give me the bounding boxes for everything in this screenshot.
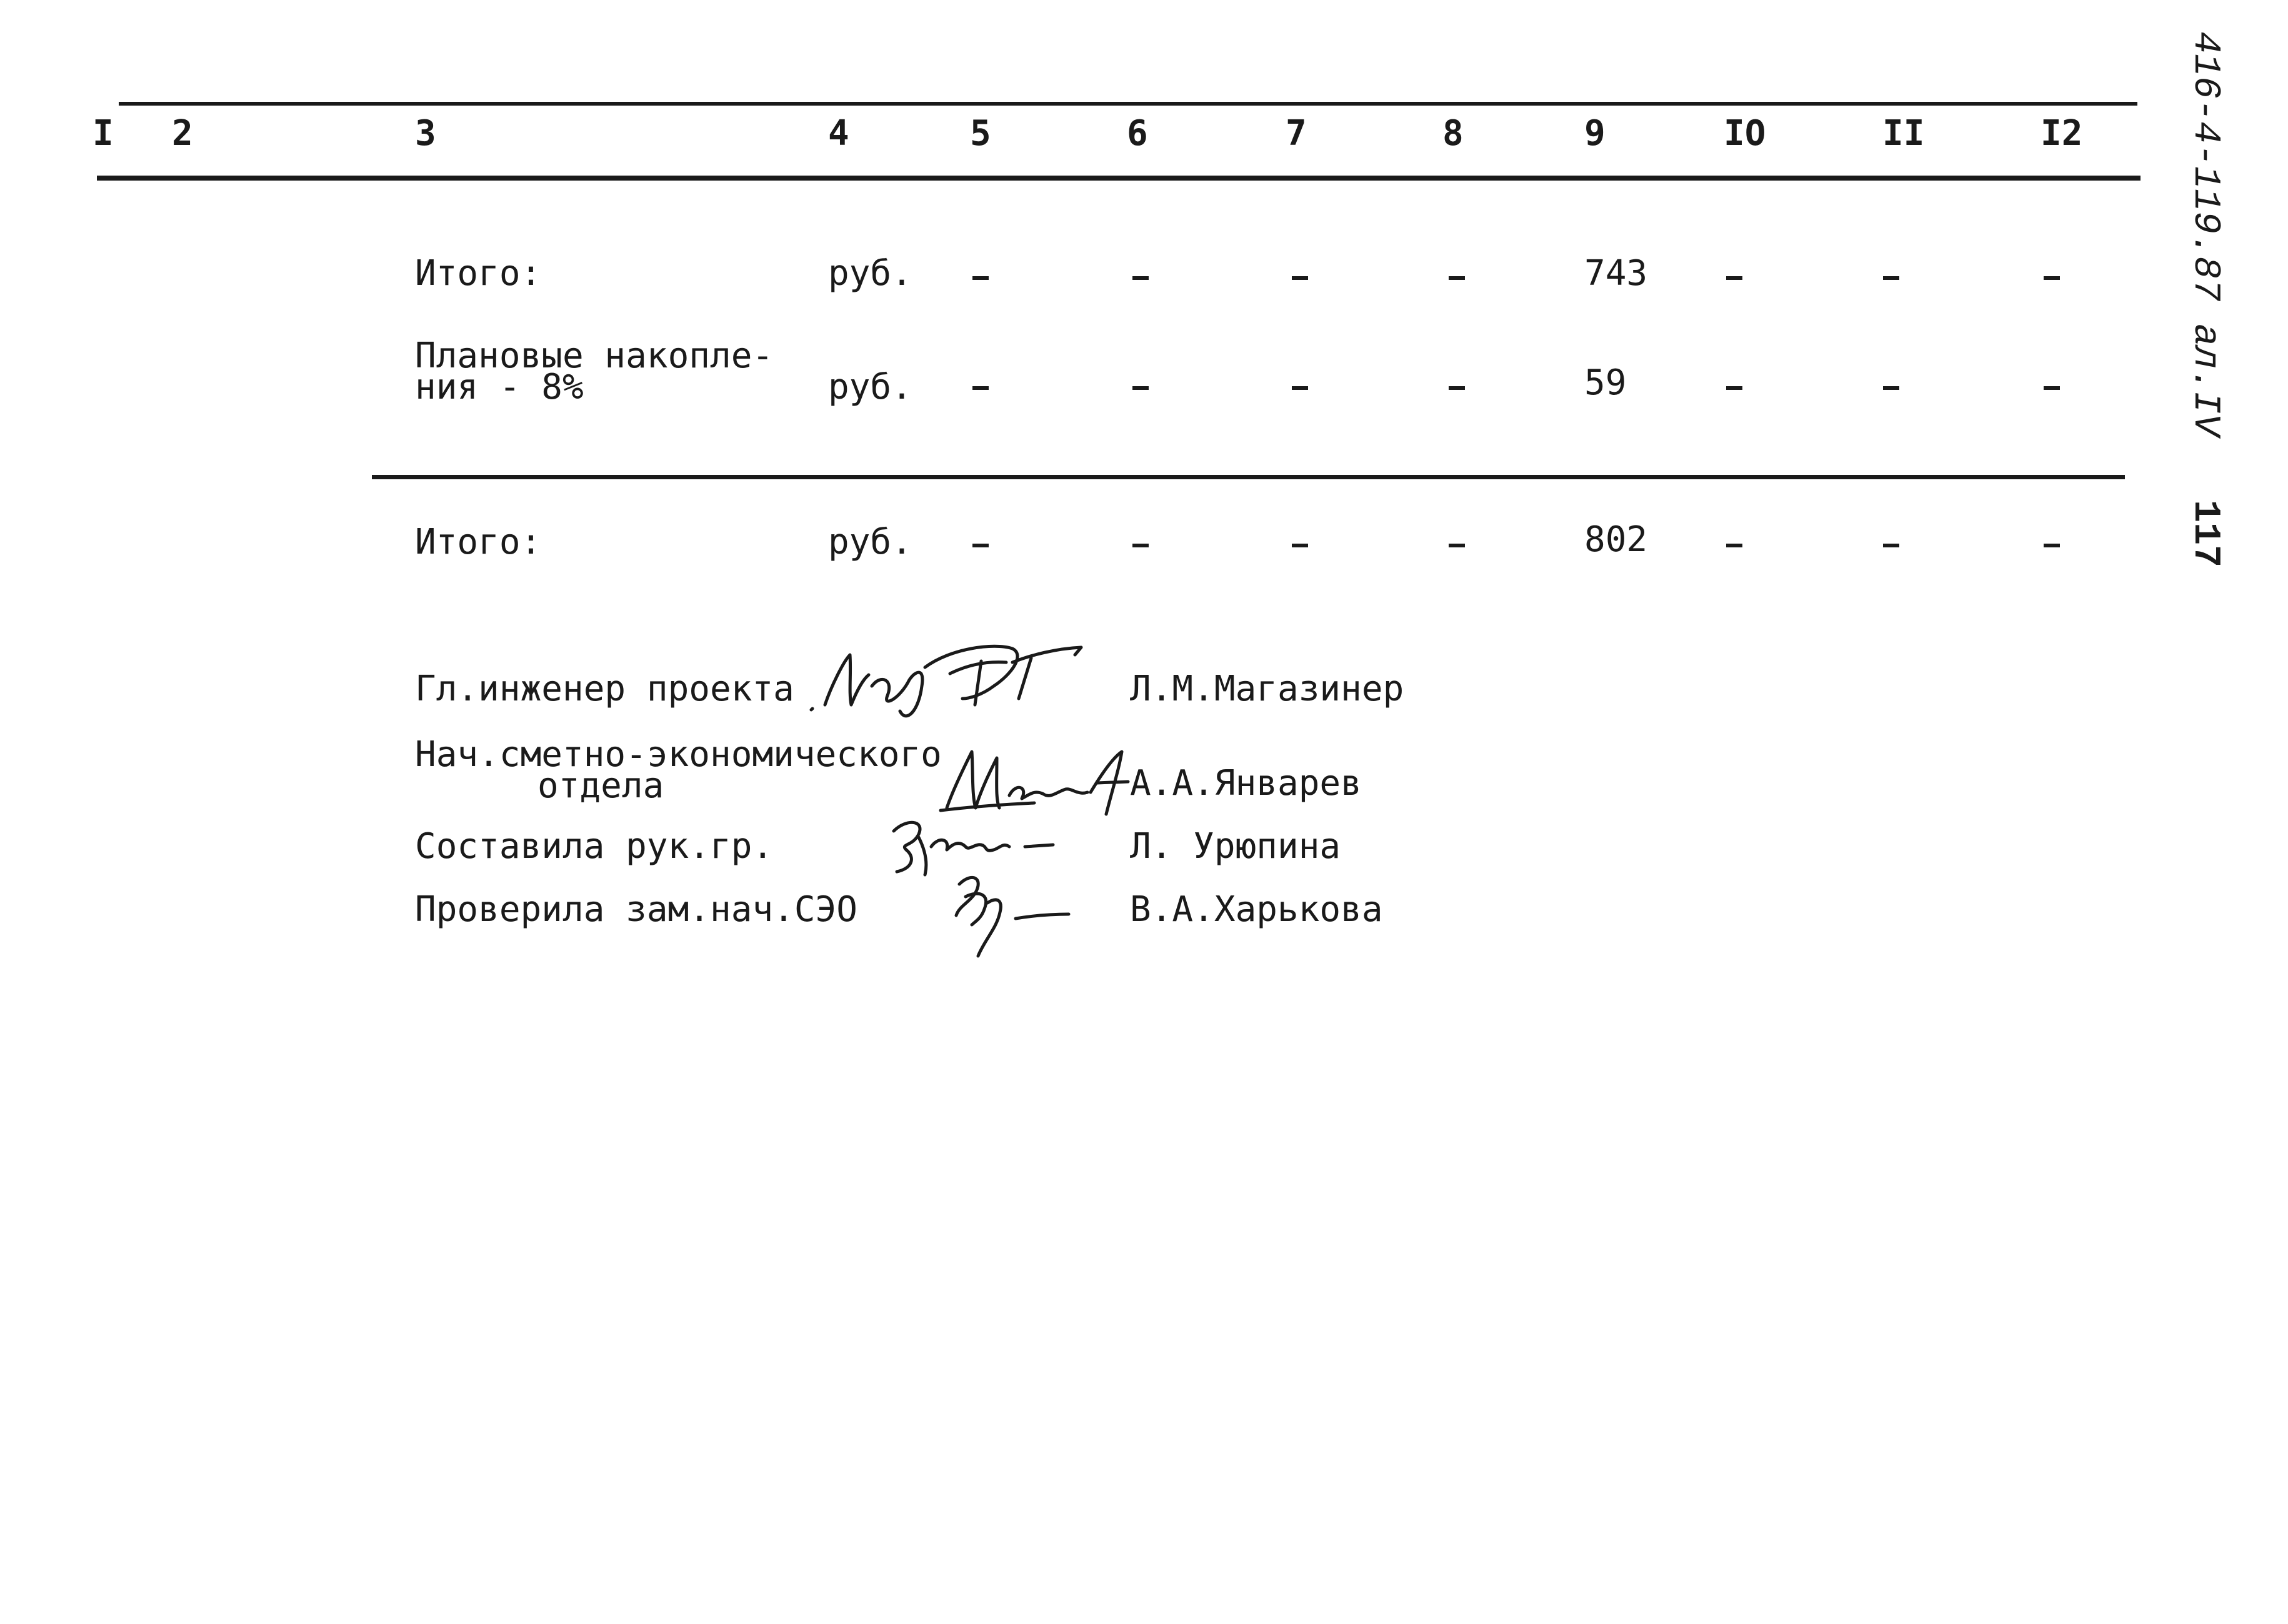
row-2-col6-dash [1132,386,1149,390]
row-1-col9-value: 743 [1584,253,1648,294]
column-header-12: I2 [2041,113,2083,154]
row-2-col5-dash [972,386,989,390]
column-header-7: 7 [1286,113,1307,154]
row-3-col11-dash [1883,544,1899,547]
column-header-9: 9 [1584,113,1606,154]
column-header-8: 8 [1442,113,1464,154]
signature-name-chief-engineer: Л.М.Магазинер [1130,669,1404,709]
signature-role-head-estimating-line1: Нач.сметно-экономического [415,734,942,775]
handwritten-signature-1 [806,636,1106,730]
row-3-col8-dash [1449,544,1465,547]
document-code-vertical: 416-4-119.87 ал.IV [2184,31,2226,437]
row-1-col10-dash [1726,276,1742,280]
row-1-col12-dash [2044,276,2060,280]
page-number: 117 [2184,500,2226,568]
row-3-unit: руб. [828,522,912,562]
row-2-col12-dash [2044,386,2060,390]
signature-role-compiled-by: Составила рук.гр. [415,826,774,867]
signature-name-head-estimating: А.А.Январев [1130,763,1362,804]
row-3-col12-dash [2044,544,2060,547]
column-header-3: 3 [415,113,436,154]
header-top-rule [119,102,2137,106]
row-2-col11-dash [1883,386,1899,390]
row-1-col6-dash [1132,276,1149,280]
row-1-col7-dash [1292,276,1308,280]
row-1-col8-dash [1449,276,1465,280]
column-header-4: 4 [828,113,849,154]
signature-name-checked-by: В.А.Харькова [1130,889,1383,930]
handwritten-signature-2 [934,739,1141,820]
row-3-col6-dash [1132,544,1149,547]
row-3-col5-dash [972,544,989,547]
row-2-col7-dash [1292,386,1308,390]
row-2-col9-value: 59 [1584,362,1627,403]
row-1-label: Итого: [415,253,542,294]
column-header-6: 6 [1127,113,1148,154]
row-1-col5-dash [972,276,989,280]
column-header-2: 2 [172,113,193,154]
row-2-col10-dash [1726,386,1742,390]
row-2-label-line1: Плановые накопле- [415,336,774,376]
row-1-unit: руб. [828,253,912,294]
row-3-col9-value: 802 [1584,519,1648,560]
row-1-col11-dash [1883,276,1899,280]
signature-role-checked-by: Проверила зам.нач.СЭО [415,889,858,930]
column-header-1: I [92,113,114,154]
row-3-label: Итого: [415,522,542,562]
row-3-col10-dash [1726,544,1742,547]
column-header-10: IO [1724,113,1766,154]
handwritten-signature-4 [941,865,1091,959]
row-3-col7-dash [1292,544,1308,547]
signature-role-head-estimating-line2: отдела [537,765,664,806]
row-2-col8-dash [1449,386,1465,390]
signature-role-chief-engineer: Гл.инженер проекта [415,669,794,709]
row-2-unit: руб. [828,367,912,407]
signature-name-compiled-by: Л. Урюпина [1130,826,1341,867]
total-separator-rule [372,475,2125,479]
column-header-5: 5 [970,113,991,154]
header-bottom-rule [97,176,2141,181]
row-2-label-line2: ния - 8% [415,367,584,407]
column-header-11: II [1882,113,1925,154]
